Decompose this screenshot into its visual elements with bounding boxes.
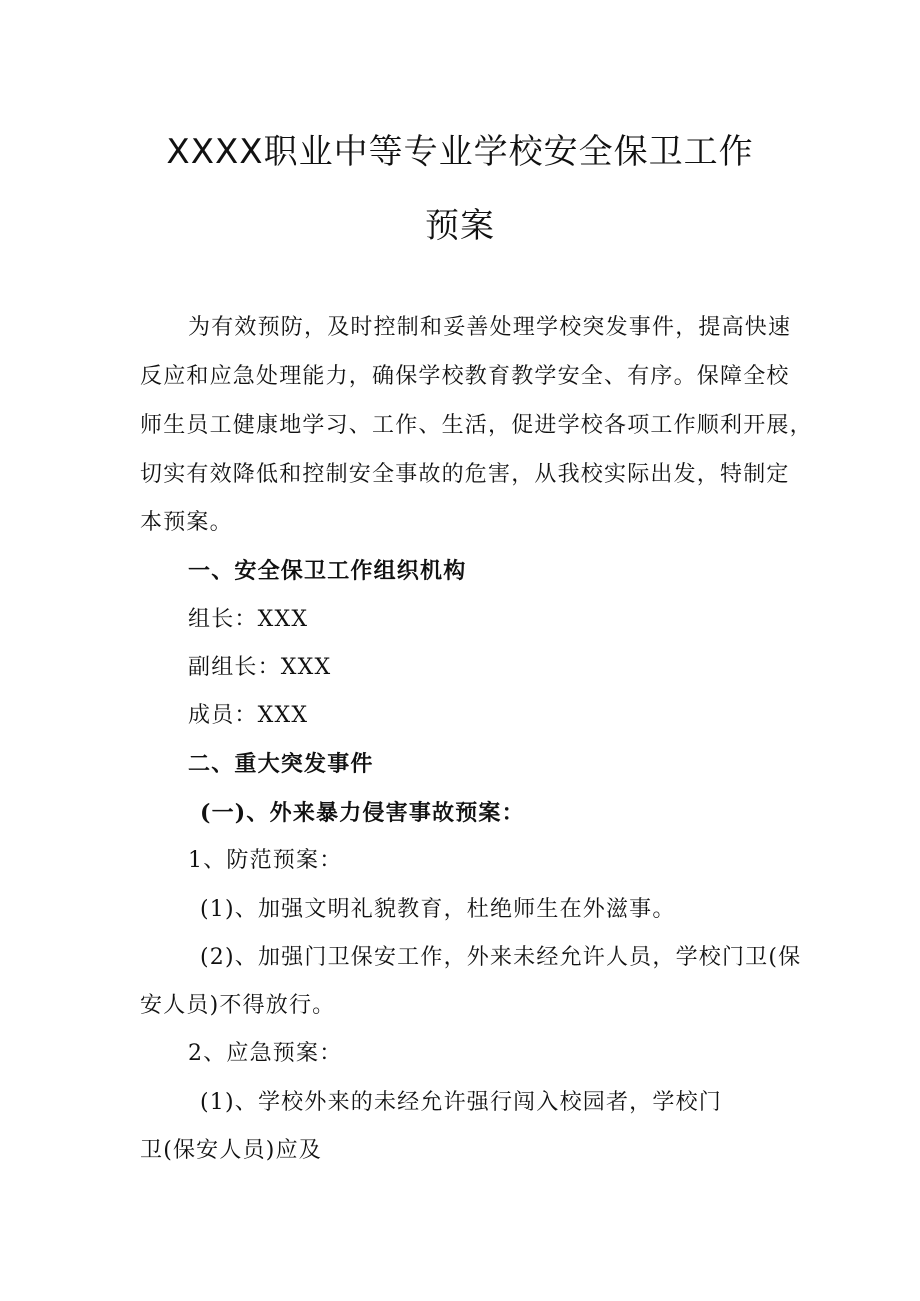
prevention-item-2-line-1: (2)、加强门卫保安工作，外来未经允许人员，学校门卫(保 — [200, 945, 802, 970]
intro-line-5: 本预案。 — [140, 510, 233, 535]
emergency-plan-heading: 2、应急预案： — [188, 1041, 343, 1066]
prevention-item-1: (1)、加强文明礼貌教育，杜绝师生在外滋事。 — [200, 897, 676, 922]
prevention-item-2-line-2: 安人员)不得放行。 — [140, 993, 336, 1018]
document-title-line-1: XXXX职业中等专业学校安全保卫工作 — [166, 132, 754, 172]
org-members: 成员：XXX — [188, 703, 309, 728]
org-deputy-leader: 副组长：XXX — [188, 655, 332, 680]
emergency-item-1-line-2: 卫(保安人员)应及 — [140, 1138, 322, 1163]
section-2-heading: 二、重大突发事件 — [188, 751, 374, 777]
intro-line-2: 反应和应急处理能力，确保学校教育教学安全、有序。保障全校 — [140, 364, 790, 389]
prevention-plan-heading: 1、防范预案： — [188, 848, 343, 873]
emergency-item-1-line-1: (1)、学校外来的未经允许强行闯入校园者，学校门 — [200, 1090, 722, 1115]
org-leader: 组长：XXX — [188, 607, 309, 632]
intro-line-3: 师生员工健康地学习、工作、生活，促进学校各项工作顺利开展， — [140, 413, 813, 438]
intro-line-4: 切实有效降低和控制安全事故的危害，从我校实际出发，特制定 — [140, 462, 790, 487]
section-1-heading: 一、安全保卫工作组织机构 — [188, 558, 467, 584]
intro-line-1: 为有效预防，及时控制和妥善处理学校突发事件，提高快速 — [188, 315, 792, 340]
document-title-line-2: 预案 — [425, 206, 495, 246]
subsection-1-heading: (一)、外来暴力侵害事故预案： — [200, 800, 525, 826]
